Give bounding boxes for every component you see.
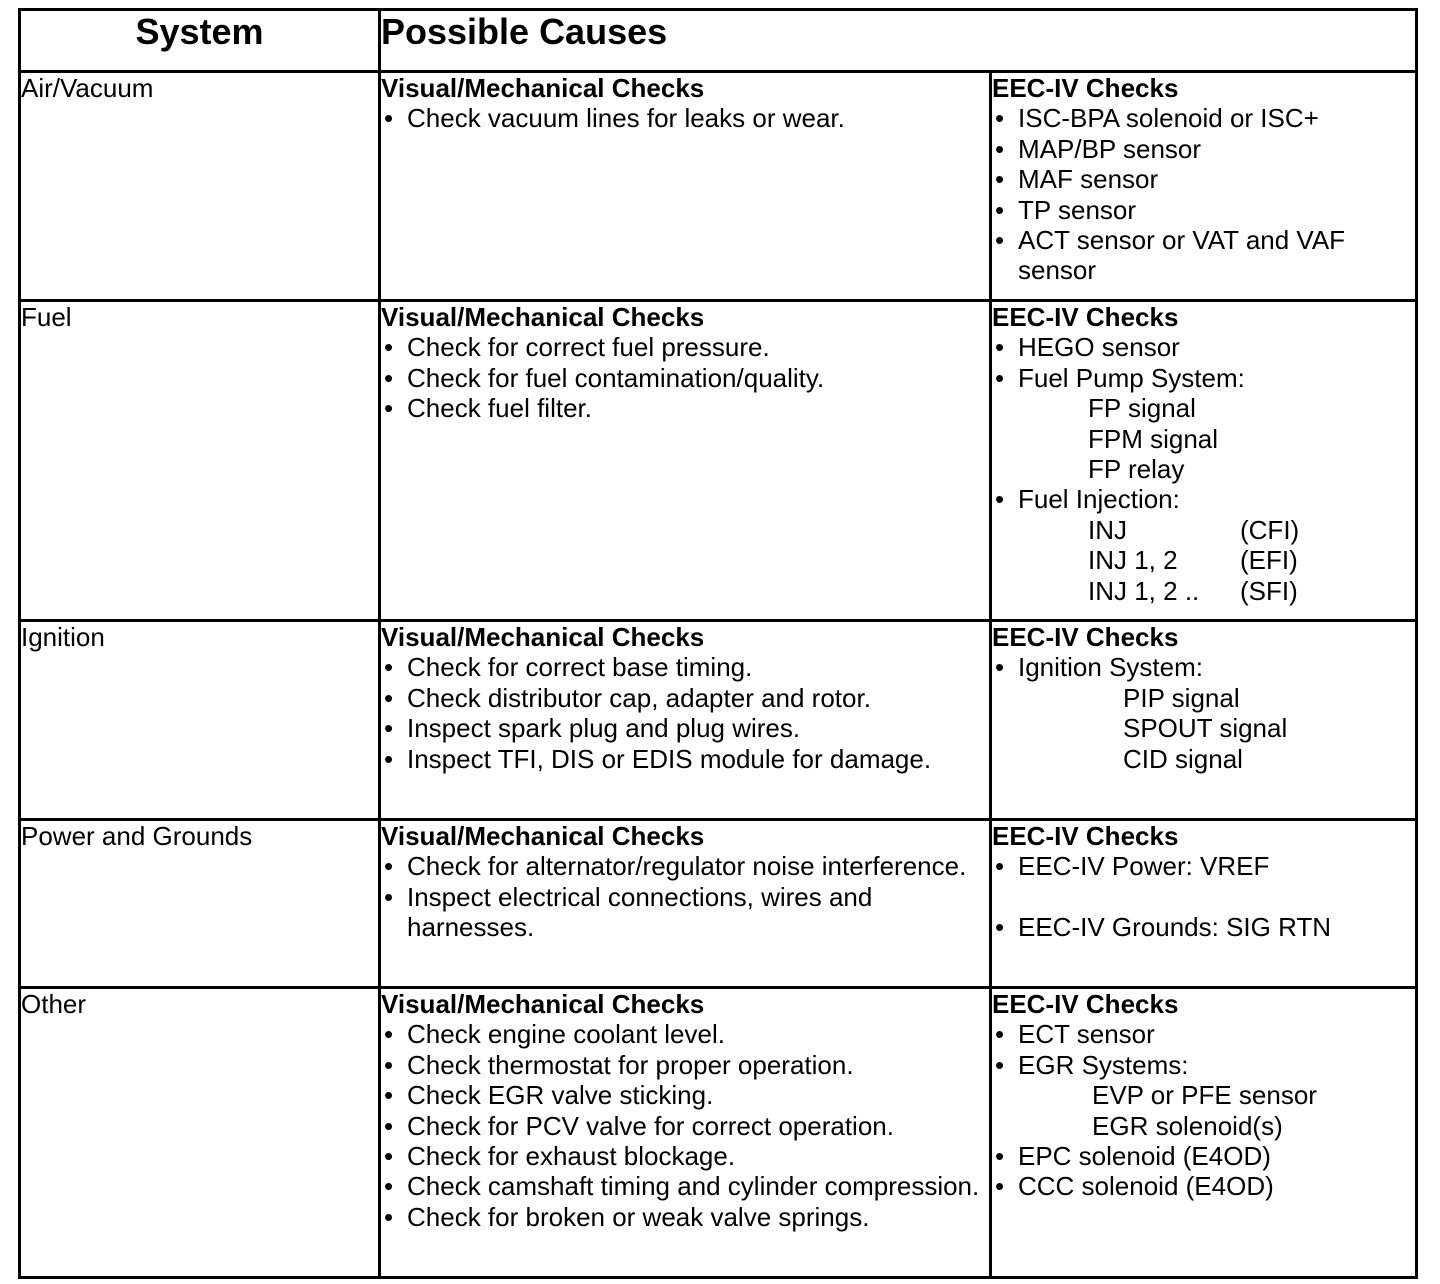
table-row <box>20 72 1417 301</box>
eec-checks-list <box>992 1141 1415 1202</box>
eec-checks-list <box>992 1019 1415 1080</box>
ignition-system-label: Ignition System: <box>1018 652 1203 683</box>
ignition-signal-item: PIP signal <box>1123 682 1240 713</box>
visual-checks-cell <box>380 820 991 988</box>
visual-checks-list <box>381 332 989 423</box>
visual-checks-cell <box>380 621 991 820</box>
list-item: • Check vacuum lines for leaks or wear. <box>381 103 989 133</box>
list-item: • Inspect TFI, DIS or EDIS module for damage. <box>381 744 989 774</box>
fuel-injection-item <box>992 576 1415 606</box>
visual-checks-heading: Visual/Mechanical Checks <box>381 622 705 652</box>
eec-checks-cell <box>991 621 1417 820</box>
list-item: • Check for fuel contamination/quality. <box>381 363 989 393</box>
visual-checks-cell <box>380 301 991 621</box>
fuel-injection-label: Fuel Injection: <box>1018 484 1180 515</box>
eec-checks-list <box>992 851 1415 881</box>
list-item: • EEC-IV Power: VREF <box>992 851 1415 881</box>
table-row <box>20 621 1417 820</box>
fuel-injection-item <box>992 545 1415 575</box>
fuel-pump-item: FP signal <box>1088 393 1196 424</box>
visual-checks-list <box>381 851 989 942</box>
eec-checks-cell <box>991 301 1417 621</box>
system-column-header: System <box>20 10 380 72</box>
list-item: • ISC-BPA solenoid or ISC+ <box>992 103 1415 133</box>
visual-checks-heading: Visual/Mechanical Checks <box>381 302 705 332</box>
list-item: • ACT sensor or VAT and VAF sensor <box>992 225 1415 286</box>
list-item: • TP sensor <box>992 195 1415 225</box>
visual-checks-list <box>381 1019 989 1232</box>
list-item <box>992 1050 1415 1080</box>
list-item <box>992 363 1415 393</box>
egr-item: EGR solenoid(s) <box>1092 1110 1283 1141</box>
eec-checks-cell <box>991 820 1417 988</box>
list-item <box>992 484 1415 514</box>
visual-checks-list <box>381 103 989 133</box>
egr-item: EVP or PFE sensor <box>1092 1080 1317 1111</box>
table-row <box>20 820 1417 988</box>
list-item: • Check for PCV valve for correct operation. <box>381 1111 989 1141</box>
list-item: • Check engine coolant level. <box>381 1019 989 1049</box>
visual-checks-cell <box>380 988 991 1278</box>
fuel-pump-item: FPM signal <box>1088 423 1219 454</box>
list-item: • EEC-IV Grounds: SIG RTN <box>992 912 1415 942</box>
injection-type: (CFI) <box>1240 514 1300 545</box>
list-item: • Inspect electrical connections, wires and harnesses. <box>381 882 989 943</box>
visual-checks-list <box>381 652 989 774</box>
eec-checks-heading: EEC-IV Checks <box>992 989 1179 1019</box>
ignition-signal-item: CID signal <box>1123 743 1243 774</box>
injector-name: INJ 1, 2 .. <box>1088 575 1200 606</box>
list-item: • MAP/BP sensor <box>992 134 1415 164</box>
list-item: • Check camshaft timing and cylinder compression. <box>381 1171 989 1201</box>
eec-checks-list <box>992 103 1415 285</box>
injector-name: INJ <box>1088 514 1127 545</box>
eec-checks-list <box>992 484 1415 514</box>
eec-checks-cell <box>991 988 1417 1278</box>
eec-checks-list <box>992 332 1415 393</box>
eec-checks-heading: EEC-IV Checks <box>992 302 1179 332</box>
list-item: • EPC solenoid (E4OD) <box>992 1141 1415 1171</box>
list-item: • MAF sensor <box>992 164 1415 194</box>
fuel-pump-item: FP relay <box>1088 454 1185 485</box>
system-name: Ignition <box>20 621 380 820</box>
list-item <box>992 652 1415 682</box>
injection-type: (EFI) <box>1240 545 1298 576</box>
list-item: • Check for broken or weak valve springs. <box>381 1202 989 1232</box>
header-row <box>20 10 1417 72</box>
spacer <box>992 882 1415 912</box>
system-name: Fuel <box>20 301 380 621</box>
diagnostic-table <box>18 8 1418 1279</box>
system-name: Air/Vacuum <box>20 72 380 301</box>
list-item: • CCC solenoid (E4OD) <box>992 1171 1415 1201</box>
list-item: • Check for correct fuel pressure. <box>381 332 989 362</box>
table-row <box>20 988 1417 1278</box>
visual-checks-cell <box>380 72 991 301</box>
list-item: • HEGO sensor <box>992 332 1415 362</box>
egr-systems-label: EGR Systems: <box>1018 1049 1189 1080</box>
fuel-pump-label: Fuel Pump System: <box>1018 362 1245 393</box>
visual-checks-heading: Visual/Mechanical Checks <box>381 821 705 851</box>
eec-checks-list <box>992 652 1415 682</box>
list-item: • Check for correct base timing. <box>381 652 989 682</box>
list-item: • Check EGR valve sticking. <box>381 1080 989 1110</box>
list-item: • Check thermostat for proper operation. <box>381 1050 989 1080</box>
table-row <box>20 301 1417 621</box>
eec-checks-cell <box>991 72 1417 301</box>
ignition-signal-item: SPOUT signal <box>1123 713 1288 744</box>
possible-causes-header: Possible Causes <box>380 10 1417 72</box>
eec-checks-heading: EEC-IV Checks <box>992 622 1179 652</box>
injector-name: INJ 1, 2 <box>1088 545 1178 576</box>
system-name: Other <box>20 988 380 1278</box>
visual-checks-heading: Visual/Mechanical Checks <box>381 73 705 103</box>
list-item: • ECT sensor <box>992 1019 1415 1049</box>
list-item: • Check for exhaust blockage. <box>381 1141 989 1171</box>
list-item: • Inspect spark plug and plug wires. <box>381 713 989 743</box>
visual-checks-heading: Visual/Mechanical Checks <box>381 989 705 1019</box>
list-item: • Check distributor cap, adapter and rotor. <box>381 683 989 713</box>
list-item: • Check fuel filter. <box>381 393 989 423</box>
system-name: Power and Grounds <box>20 820 380 988</box>
list-item: • Check for alternator/regulator noise interference. <box>381 851 989 881</box>
eec-checks-list <box>992 912 1415 942</box>
fuel-injection-item <box>992 515 1415 545</box>
eec-checks-heading: EEC-IV Checks <box>992 821 1179 851</box>
injection-type: (SFI) <box>1240 575 1298 606</box>
eec-checks-heading: EEC-IV Checks <box>992 73 1179 103</box>
